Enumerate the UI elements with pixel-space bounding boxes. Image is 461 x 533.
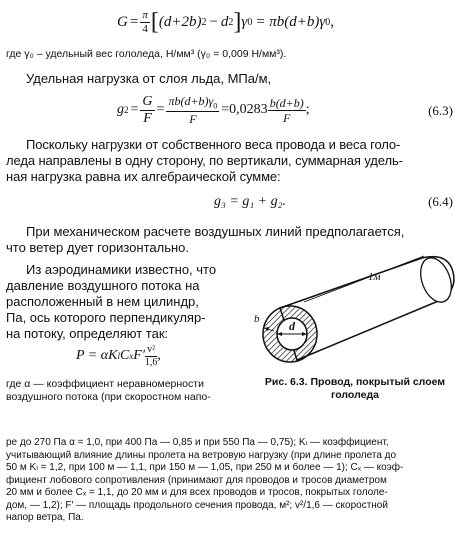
para-loads-line-3: ная нагрузка равна их алгебраической сумме: bbox=[6, 169, 281, 184]
figure-caption-line-2: гололеда bbox=[331, 389, 379, 401]
formula-g2-coef: =0,0283 bbox=[221, 102, 268, 117]
para-ice-load: Удельная нагрузка от слоя льда, МПа/м, bbox=[26, 71, 272, 86]
para-loads-line-2: леда направлены в одну сторону, по вертикали, суммарная удель- bbox=[6, 153, 403, 168]
formula-top-frac-num: π bbox=[142, 8, 148, 21]
bottom-line-6: дом, — 1,2); F′ — площадь продольного сечения провода, м²; v²/1,6 — скоростной bbox=[6, 499, 388, 511]
para-wind-line-1: При механическом расчете воздушных линий предполагается, bbox=[26, 224, 405, 239]
formula-p-frac bbox=[145, 345, 158, 368]
bottom-line-4: фициент лобового сопротивления (принимают для проводов и тросов диаметром bbox=[6, 474, 387, 486]
figure-label-b: b bbox=[254, 313, 260, 325]
formula-top-minus: − bbox=[209, 13, 218, 30]
para-aero-line-2: давление воздушного потока на bbox=[6, 278, 200, 293]
para-aero-line-4: Па, ось которого перпендикуляр- bbox=[6, 310, 206, 325]
note-alpha-line-1: где α — коэффициент неравномерности bbox=[6, 378, 204, 390]
figure-caption-line-1: Рис. 6.3. Провод, покрытый слоем bbox=[264, 376, 446, 388]
formula-g2-frac1-num: G bbox=[142, 93, 153, 109]
formula-g2-frac1 bbox=[140, 95, 154, 126]
formula-g2-frac2-num bbox=[166, 95, 219, 112]
para-loads bbox=[6, 137, 458, 185]
formula-g2-frac2-num-sub: 0 bbox=[213, 101, 218, 111]
bottom-text bbox=[6, 437, 458, 525]
formula-top-frac-den: 4 bbox=[142, 22, 148, 35]
formula-g2-frac3-den: F bbox=[283, 110, 291, 125]
formula-p-frac-den: 1,6 bbox=[144, 356, 158, 368]
formula-p-mid: C bbox=[119, 348, 130, 363]
bottom-line-1: ре до 270 Па α = 1,0, при 400 Па — 0,85 и при 550 Па — 0,75); Kₗ — коэффициент, bbox=[6, 437, 389, 448]
formula-g2-lhs: g bbox=[117, 102, 124, 117]
para-loads-line-1: Поскольку нагрузки от собственного веса провода и веса голо- bbox=[26, 137, 401, 152]
bottom-line-7: напор ветра, Па. bbox=[6, 512, 84, 523]
bottom-line-2: учитывающий влияние длины пролета на ветровую нагрузку (при длине пролета до bbox=[6, 449, 397, 461]
formula-g2-eq2: = bbox=[156, 102, 165, 117]
formula-g2-frac1-den: F bbox=[143, 110, 152, 126]
formula-g2-lhs-sub: 2 bbox=[124, 105, 129, 115]
para-aero-line-5: на потоку, определяют так: bbox=[6, 326, 169, 341]
para-aero-line-1: Из аэродинамики известно, что bbox=[26, 262, 217, 277]
formula-p-sub-l: l bbox=[117, 351, 120, 361]
formula-g2-frac2 bbox=[166, 95, 219, 125]
formula-g2-frac2-den: F bbox=[189, 112, 197, 127]
formula-g2-eq: = bbox=[130, 102, 139, 117]
formula-top-exp1: 2 bbox=[201, 16, 207, 28]
note-alpha-line-2: воздушного потока (при скоростном напо- bbox=[6, 391, 211, 403]
formula-top-close-bracket: ] bbox=[233, 8, 242, 35]
formula-p-lhs: P = αK bbox=[76, 348, 118, 363]
formula-top-gamma: γ bbox=[241, 13, 248, 30]
formula-top-exp2: 2 bbox=[228, 16, 234, 28]
bottom-line-5: 20 мм и более Cₓ = 1,1, до 20 мм и для всех проводов и тросов, покрытых гололе- bbox=[6, 487, 388, 498]
formula-top-rhs-end: , bbox=[330, 13, 335, 30]
formula-top-frac bbox=[140, 10, 150, 35]
para-wind-line-2: что ветер дует горизонтально. bbox=[6, 240, 189, 255]
formula-g2-number: (6.3) bbox=[428, 103, 453, 118]
formula-g2-punct: ; bbox=[305, 102, 310, 117]
formula-g2-frac3 bbox=[268, 97, 306, 124]
note-alpha bbox=[6, 378, 246, 404]
formula-p-sub-x: x bbox=[129, 351, 134, 361]
formula-top-d2: d bbox=[220, 13, 229, 30]
formula-top-open-bracket: [ bbox=[150, 8, 159, 35]
formula-top-rhs-sub: 0 bbox=[325, 16, 331, 28]
formula-top-rhs: = πb(d+b)γ bbox=[255, 13, 326, 30]
para-aero-line-3: расположенный в нем цилиндр, bbox=[6, 294, 199, 309]
figure-iced-conductor bbox=[250, 250, 460, 375]
formula-top-gamma-sub: 0 bbox=[247, 16, 253, 28]
formula-top-lhs: G bbox=[117, 13, 128, 30]
formula-p bbox=[76, 341, 161, 371]
bottom-line-3: 50 м Kₗ = 1,2, при 100 м — 1,1, при 150 м — 1,05, при 250 м и более — 1); Cₓ — коэф- bbox=[6, 462, 404, 473]
figure-label-length: 1м bbox=[368, 271, 381, 283]
formula-g2 bbox=[117, 92, 310, 128]
formula-p-end: F′ bbox=[133, 348, 145, 363]
formula-top bbox=[117, 6, 334, 38]
formula-g2-frac3-num: b(d+b) bbox=[269, 95, 304, 110]
formula-top-bracket-content: (d+2b) bbox=[158, 13, 202, 30]
para-aero bbox=[6, 262, 241, 342]
formula-top-eq: = bbox=[129, 13, 139, 30]
formula-g2-frac2-num-text: πb(d+b)γ bbox=[168, 93, 214, 108]
formula-p-punct: , bbox=[157, 348, 161, 363]
figure-label-d: d bbox=[289, 319, 295, 333]
formula-p-frac-num: v² bbox=[147, 343, 156, 355]
formula-g3: g₃ = g₁ + g₂. bbox=[214, 194, 286, 209]
formula-g3-number: (6.4) bbox=[428, 194, 453, 209]
figure-caption bbox=[250, 376, 460, 402]
note-gamma: где γ₀ – удельный вес гололеда, Н/мм³ (γ₀ = 0,009 Н/мм³). bbox=[6, 48, 287, 60]
